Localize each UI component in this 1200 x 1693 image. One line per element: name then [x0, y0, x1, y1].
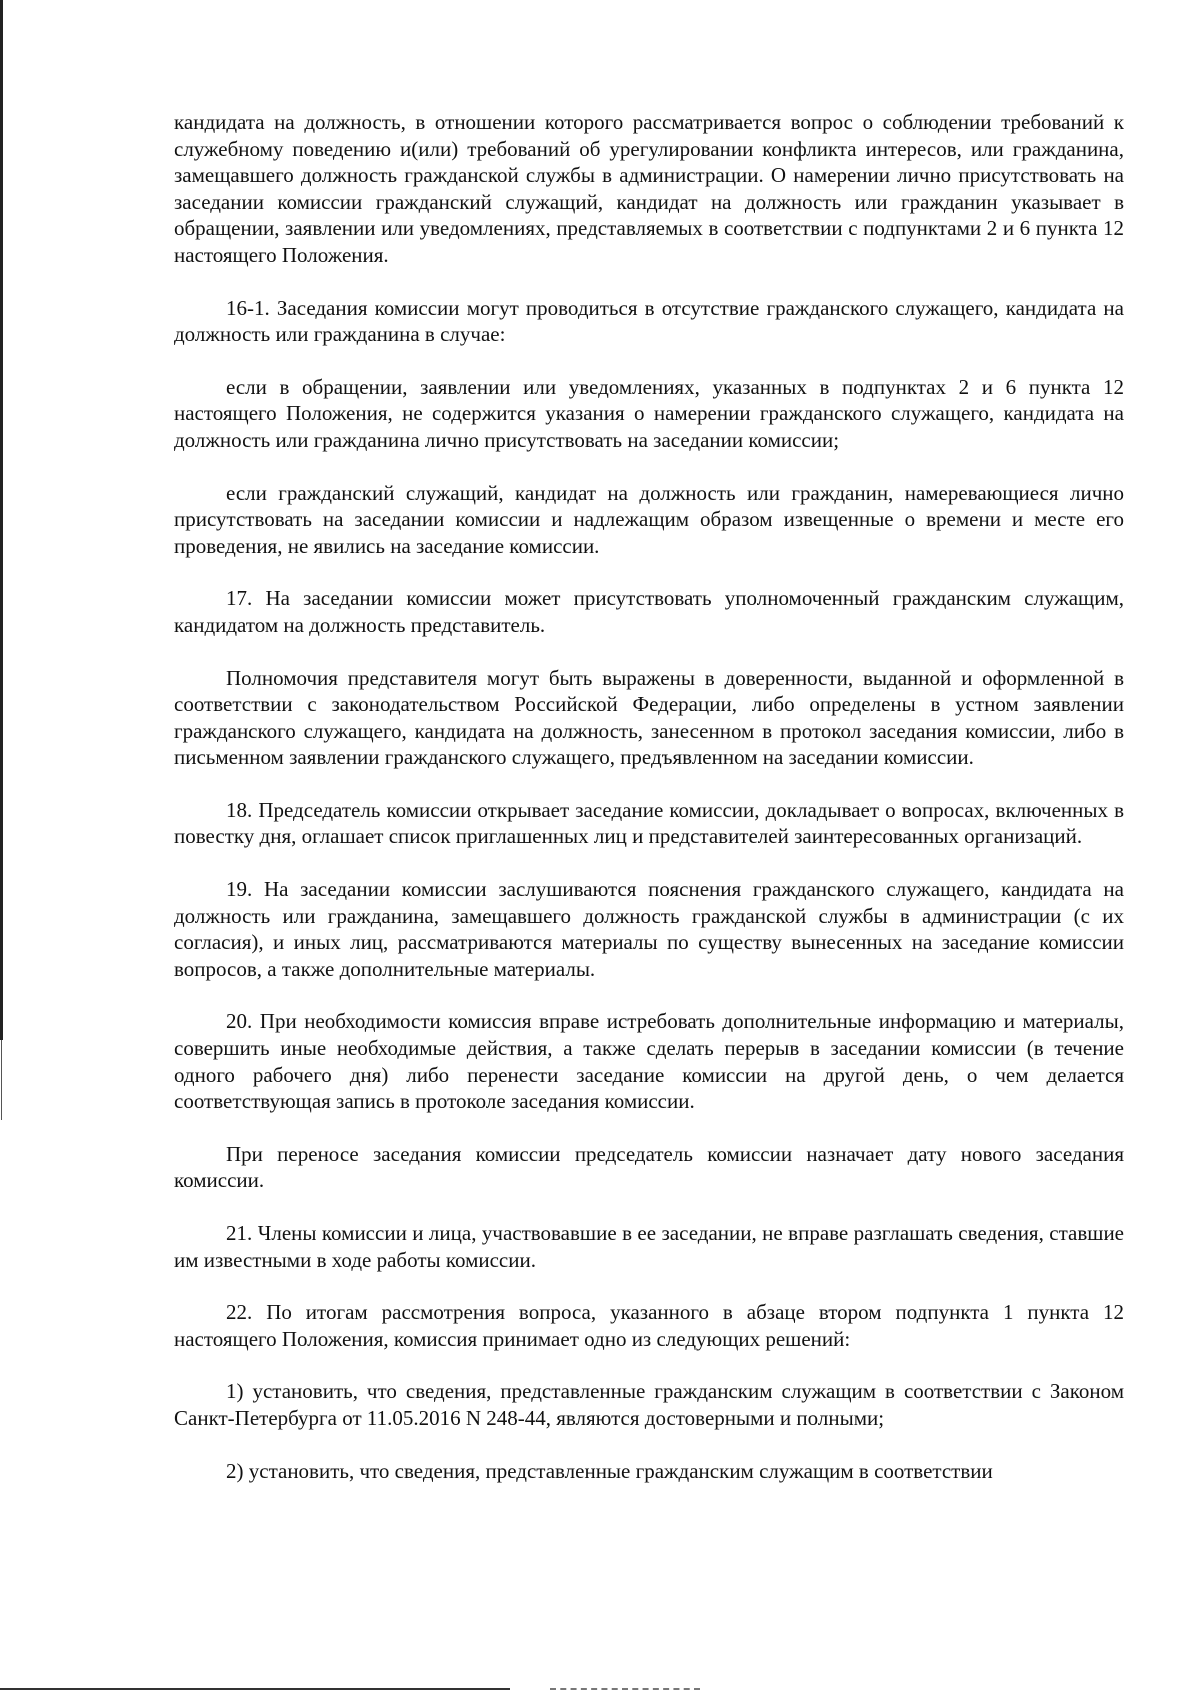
paragraph-20: 20. При необходимости комиссия вправе истребовать дополнительные информацию и материалы, совершить иные необходимые действия, а также сделать перерыв в заседании комиссии (в течение одного рабочего дня) либо перенести заседание комиссии на другой день, о чем делается соответствующая запись в протоколе заседания комиссии.: [174, 1009, 1124, 1114]
document-body: [174, 109, 1124, 1510]
paragraph-16-1: 16-1. Заседания комиссии могут проводиться в отсутствие гражданского служащего, кандидата на должность или гражданина в случае:: [174, 295, 1124, 347]
paragraph-20-postponement: При переносе заседания комиссии председатель комиссии назначает дату нового заседания комиссии.: [174, 1141, 1124, 1193]
scan-bottom-dashes: [550, 1688, 700, 1690]
paragraph-17-powers: Полномочия представителя могут быть выражены в доверенности, выданной и оформленной в соответствии с законодательством Российской Федерации, либо определены в устном заявлении гражданского служащего, кандидата на должность, занесенном в протокол заседания комиссии, либо в письменном заявлении гражданского служащего, предъявленном на заседании комиссии.: [174, 665, 1124, 770]
paragraph-continuation: кандидата на должность, в отношении которого рассматривается вопрос о соблюдении требований к служебному поведению и(или) требований об урегулировании конфликта интересов, или гражданина, замещавшего должность гражданской службы в администрации. О намерении лично присутствовать на заседании комиссии гражданский служащий, кандидат на должность или гражданин указывает в обращении, заявлении или уведомлениях, представляемых в соответствии с подпунктами 2 и 6 пункта 12 настоящего Положения.: [174, 110, 1124, 267]
scan-edge-mark-lower: [1, 1040, 2, 1120]
paragraph-18: 18. Председатель комиссии открывает заседание комиссии, докладывает о вопросах, включенных в повестку дня, оглашает список приглашенных лиц и представителей заинтересованных организаций.: [174, 797, 1124, 849]
scan-edge-mark: [0, 0, 3, 1040]
paragraph-17: 17. На заседании комиссии может присутствовать уполномоченный гражданским служащим, кандидатом на должность представитель.: [174, 586, 1124, 637]
paragraph-22: 22. По итогам рассмотрения вопроса, указанного в абзаце втором подпункта 1 пункта 12 настоящего Положения, комиссия принимает одно из следующих решений:: [174, 1300, 1124, 1351]
paragraph-16-1-case-1: если в обращении, заявлении или уведомлениях, указанных в подпунктах 2 и 6 пункта 12 настоящего Положения, не содержится указания о намерении гражданского служащего, кандидата на должность или гражданина лично присутствовать на заседании комиссии;: [174, 374, 1124, 452]
paragraph-16-1-case-2: если гражданский служащий, кандидат на должность или гражданин, намеревающиеся лично присутствовать на заседании комиссии и надлежащим образом извещенные о времени и месте его проведения, не явились на заседание комиссии.: [174, 480, 1124, 558]
paragraph-19: 19. На заседании комиссии заслушиваются пояснения гражданского служащего, кандидата на должность или гражданина, замещавшего должность гражданской службы в администрации (с их согласия), и иных лиц, рассматриваются материалы по существу вынесенных на заседание комиссии вопросов, а также дополнительные материалы.: [174, 877, 1124, 981]
paragraph-22-decision-2: 2) установить, что сведения, представленные гражданским служащим в соответствии: [226, 1458, 993, 1483]
paragraph-21: 21. Члены комиссии и лица, участвовавшие в ее заседании, не вправе разглашать сведения, ставшие им известными в ходе работы комиссии.: [174, 1221, 1124, 1272]
scan-bottom-line: [0, 1688, 510, 1690]
paragraph-22-decision-1: 1) установить, что сведения, представленные гражданским служащим в соответствии с Законом Санкт-Петербурга от 11.05.2016 N 248-44, являются достоверными и полными;: [174, 1379, 1124, 1430]
